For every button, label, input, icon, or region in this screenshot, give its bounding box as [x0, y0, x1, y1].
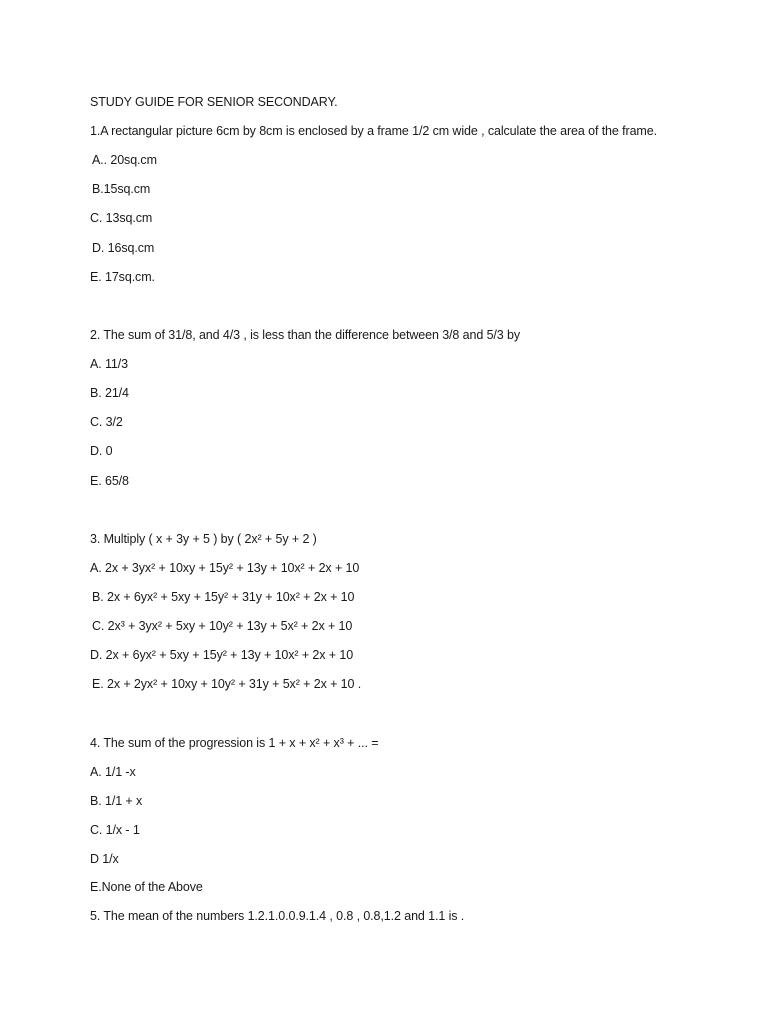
question-2-option-b: B. 21/4 — [90, 386, 129, 400]
question-3-option-b: B. 2x + 6yx² + 5xy + 15y² + 31y + 10x² + 2x + 10 — [92, 590, 355, 604]
question-3-option-d: D. 2x + 6yx² + 5xy + 15y² + 13y + 10x² + 2x + 10 — [90, 648, 354, 662]
question-2-option-a: A. 11/3 — [90, 357, 128, 371]
question-1-option-c: C. 13sq.cm — [90, 211, 153, 225]
question-1-option-a: A.. 20sq.cm — [92, 153, 157, 167]
question-3-option-a: A. 2x + 3yx² + 10xy + 15y² + 13y + 10x² + 2x + 10 — [90, 561, 360, 575]
question-4-option-a: A. 1/1 -x — [90, 765, 136, 779]
question-3-option-c: C. 2x³ + 3yx² + 5xy + 10y² + 13y + 5x² + 2x + 10 — [92, 619, 353, 633]
question-4-option-c: C. 1/x - 1 — [90, 823, 140, 837]
question-4-text: 4. The sum of the progression is 1 + x + x² + x³ + ... = — [90, 736, 379, 750]
question-4-option-d: D 1/x — [90, 852, 119, 866]
question-1-option-b: B.15sq.cm — [92, 182, 151, 196]
document-title: STUDY GUIDE FOR SENIOR SECONDARY. — [90, 95, 338, 109]
question-1-text: 1.A rectangular picture 6cm by 8cm is enclosed by a frame 1/2 cm wide , calculate the area of the frame. — [90, 124, 657, 138]
question-4-option-e: E.None of the Above — [90, 880, 203, 894]
question-2-option-d: D. 0 — [90, 444, 113, 458]
question-2-option-c: C. 3/2 — [90, 415, 123, 429]
question-2-option-e: E. 65/8 — [90, 474, 129, 488]
question-3-text: 3. Multiply ( x + 3y + 5 ) by ( 2x² + 5y + 2 ) — [90, 532, 317, 546]
question-2-text: 2. The sum of 31/8, and 4/3 , is less than the difference between 3/8 and 5/3 by — [90, 328, 521, 342]
question-1-option-d: D. 16sq.cm — [92, 241, 155, 255]
question-5-text: 5. The mean of the numbers 1.2.1.0.0.9.1.4 , 0.8 , 0.8,1.2 and 1.1 is . — [90, 909, 465, 923]
question-3-option-e: E. 2x + 2yx² + 10xy + 10y² + 31y + 5x² + 2x + 10 . — [92, 677, 362, 691]
question-4-option-b: B. 1/1 + x — [90, 794, 143, 808]
question-1-option-e: E. 17sq.cm. — [90, 270, 155, 284]
